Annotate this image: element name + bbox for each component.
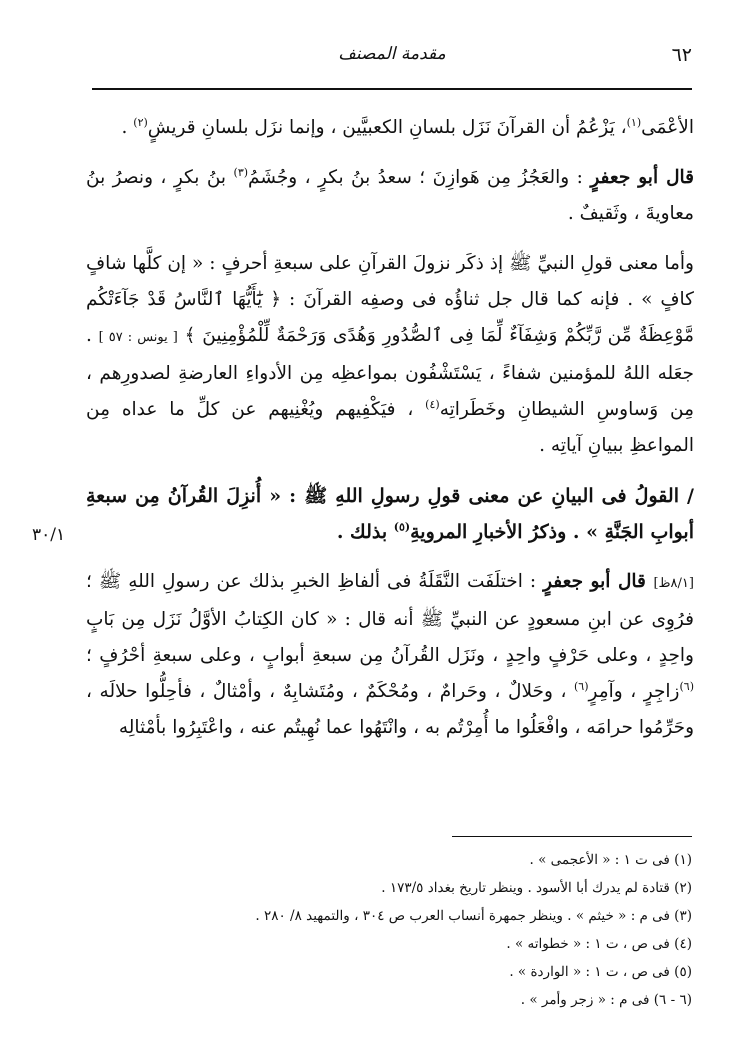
footnotes [92,846,692,1014]
margin-reference: ٣٠/١ [32,525,66,545]
footnote: (٤) فى ص ، ت ١ : « خطواته » . [506,936,692,952]
main-text [86,110,694,760]
footnote: (٦ - ٦) فى م : « زجر وأمر » . [520,992,692,1008]
footnote-rule [452,836,692,837]
footnote-marker: (٤) [425,397,440,411]
paragraph-4: [٨/١ظ] قال أبو جعفرٍ : اختلَفَت النَّقَلَةُ فى ألفاظِ الخبرِ بذلك عن رسولِ اللهِ ﷺ ؛ فرُوِى عن ابنِ مسعودٍ عن النبيِّ ﷺ أنه قال : « كان الكِتابُ الأوَّلُ نَزَل مِن بَابٍ واحِدٍ ، وعلى حَرْفٍ واحِدٍ ، ونَزَل القُرآنُ مِن سبعةِ أبوابٍ ، وعلى سبعةِ أحْرُفٍ ؛ $^{(٦)}$زاجِرٍ ، وآمِرٍ$^{(٦)}$ ، وحَلالٌ ، وحَرامٌ ، ومُحْكَمٌ ، ومُتَشابِهٌ ، وأمْثالٌ ، فأحِلُّوا حلالَه ، وحَرِّمُوا حرامَه ، وافْعَلُوا ما أُمِرْتُم به ، وانْتَهُوا عما نُهِيتُم عنه ، واعْتَبِرُوا بأمْثالِه [86,571,694,738]
running-title: مقدمة المصنف [338,44,446,64]
footnote-marker: (١) [626,115,642,129]
speaker: قال أبو جعفرٍ [590,167,695,188]
page-number: ٦٢ [671,44,692,66]
footnote-marker: (٦) [573,679,589,693]
section-heading: / القولُ فى البيانِ عن معنى قولِ رسولِ اللهِ ﷺ : « أُنزِلَ القُرآنُ مِن سبعةِ أبوابِ الجَنَّةِ » . وذكرُ الأخبارِ المرويةِ$^{(٥)}$ بذلك . [86,485,694,543]
paragraph-2: قال أبو جعفرٍ : والعَجُزُ مِن هَوازِنَ ؛ سعدُ بنُ بكرٍ ، وجُشَمُ$^{(٣)}$ بنُ بكرٍ ، ونصرُ بنُ معاويةَ ، وثَقيفٌ . [86,165,695,224]
header-rule [92,88,692,90]
footnote: (١) فى ت ١ : « الأعجمى » . [529,852,692,868]
footnote: (٥) فى ص ، ت ١ : « الواردة » . [509,964,692,980]
footnote-marker: (٥) [393,520,411,534]
paragraph-1: الأعْمَى$^{(١)}$، يَزْعُمُ أن القرآنَ نَزَل بلسانِ الكعبيَّين ، وإنما نزَل بلسانِ قريشٍ$^{(٢)}$ . [121,115,694,138]
page-header [92,38,692,78]
footnote-marker: (٣) [233,165,249,179]
footnote-marker: (٦) [679,679,694,693]
speaker: قال أبو جعفرٍ [543,571,654,592]
footnote: (٢) قتادة لم يدرك أبا الأسود . وينظر تاريخ بغداد ١٧٣/٥ . [381,880,692,896]
footnote: (٣) فى م : « خيثم » . وينظر جمهرة أنساب العرب ص ٣٠٤ ، والتمهيد ٨/ ٢٨٠ . [255,908,692,924]
manuscript-reference: [٨/١ظ] [653,576,694,591]
paragraph-3: وأما معنى قولِ النبيِّ ﷺ إذ ذكَر نزولَ القرآنِ على سبعةِ أحرفٍ : « إن كلَّها شافٍ كافٍ » . فإنه كما قال جل ثناؤُه فى وصفِه القرآنَ : ﴿ يَٰٓأَيُّهَا ٱلنَّاسُ قَدْ جَآءَتْكُم مَّوْعِظَةٌ مِّن رَّبِّكُمْ وَشِفَآءٌ لِّمَا فِى ٱلصُّدُورِ وَهُدًى وَرَحْمَةٌ لِّلْمُؤْمِنِينَ ﴾ [ يونس : ٥٧ ] . جعَله اللهُ للمؤمنين شفاءً ، يَسْتَشْفُون بمواعظِه مِن الأدواءِ العارضةِ لصدورِهم ، مِن وَساوسِ الشيطانِ وخَطَراتِه$^{(٤)}$ ، فيَكْفِيهم ويُغْنِيهم عن كلِّ ما عداه مِن المواعظِ ببيانِ آياتِه . [86,253,694,456]
footnote-marker: (٢) [133,115,148,129]
quran-reference: [ يونس : ٥٧ ] [98,330,178,345]
